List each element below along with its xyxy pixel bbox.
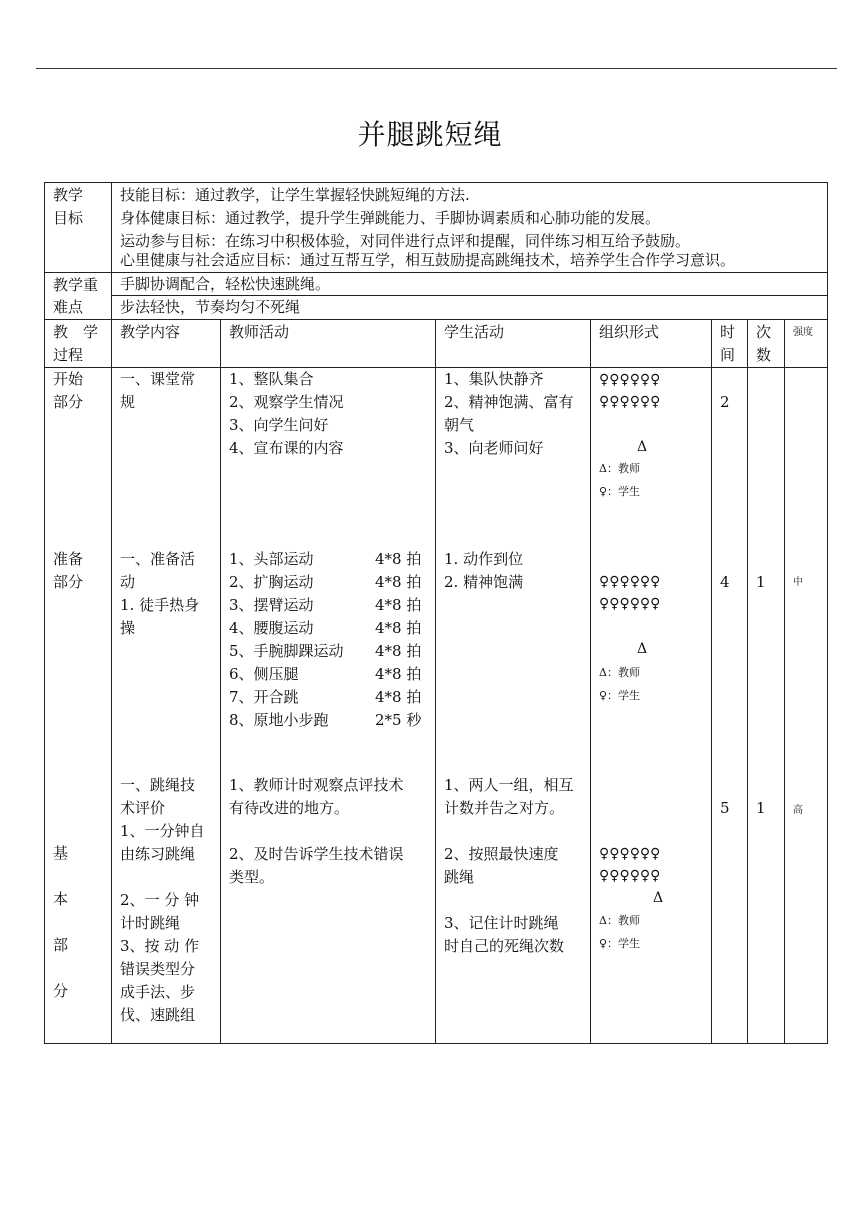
prep-formation-row-2: ♀♀♀♀♀♀ xyxy=(599,596,661,612)
basic-teacher-symbol: Δ xyxy=(653,890,664,906)
prep-exercise-beats: 4*8 拍 xyxy=(375,619,422,637)
prep-exercise-beats: 4*8 拍 xyxy=(375,642,422,660)
header-student: 学生活动 xyxy=(444,323,505,341)
header-time-2: 间 xyxy=(720,346,736,364)
prep-exercise-beats: 4*8 拍 xyxy=(375,665,422,683)
header-count-1: 次 xyxy=(756,323,772,341)
objectives-label-2: 目标 xyxy=(53,209,84,227)
start-content-2: 规 xyxy=(120,393,136,411)
start-label-2: 部分 xyxy=(53,393,84,411)
basic-legend-student: ♀：学生 xyxy=(599,937,641,950)
objective-mental: 心里健康与社会适应目标：通过互帮互学，相互鼓励提高跳绳技术，培养学生合作学习意识。 xyxy=(120,251,736,269)
header-organization: 组织形式 xyxy=(599,323,660,341)
start-teacher-4: 4、宣布课的内容 xyxy=(229,439,344,457)
start-student-4: 3、向老师问好 xyxy=(444,439,544,457)
basic-student-line: 1、两人一组，相互 xyxy=(444,776,574,794)
prep-student-1: 1. 动作到位 xyxy=(444,550,524,568)
basic-content-line: 术评价 xyxy=(120,799,166,817)
basic-content-line: 2、一 分 钟 xyxy=(120,891,200,909)
start-teacher-1: 1、整队集合 xyxy=(229,370,314,388)
prep-intensity: 中 xyxy=(793,577,803,588)
prep-exercise-beats: 4*8 拍 xyxy=(375,596,422,614)
prep-content-4: 操 xyxy=(120,619,136,637)
start-legend-student: ♀：学生 xyxy=(599,485,641,498)
basic-content-line: 成手法、步 xyxy=(120,983,196,1001)
basic-teacher-line: 有待改进的地方。 xyxy=(229,799,350,817)
top-rule xyxy=(36,68,837,69)
objective-health: 身体健康目标：通过教学，提升学生弹跳能力、手脚协调素质和心肺功能的发展。 xyxy=(120,209,661,227)
prep-exercise-beats: 2*5 秒 xyxy=(375,711,422,729)
header-content: 教学内容 xyxy=(120,323,181,341)
basic-legend-teacher: Δ：教师 xyxy=(599,914,640,927)
header-intensity: 强度 xyxy=(793,327,813,338)
start-student-2: 2、精神饱满、富有 xyxy=(444,393,574,411)
prep-exercise-beats: 4*8 拍 xyxy=(375,550,422,568)
basic-content-line: 由练习跳绳 xyxy=(120,845,196,863)
basic-content-line: 计时跳绳 xyxy=(120,914,181,932)
basic-teacher-line: 2、及时告诉学生技术错误 xyxy=(229,845,404,863)
basic-formation-row-2: ♀♀♀♀♀♀ xyxy=(599,868,661,884)
basic-student-line: 2、按照最快速度 xyxy=(444,845,559,863)
prep-legend-teacher: Δ：教师 xyxy=(599,666,640,679)
basic-student-line: 跳绳 xyxy=(444,868,475,886)
prep-content-2: 动 xyxy=(120,573,136,591)
basic-time: 5 xyxy=(720,799,730,817)
basic-label-char: 基 xyxy=(53,844,69,862)
prep-exercise-name: 8、原地小步跑 xyxy=(229,711,329,729)
basic-content-line: 3、按 动 作 xyxy=(120,937,200,955)
key-point: 手脚协调配合，轻松快速跳绳。 xyxy=(120,275,331,293)
prep-legend-student: ♀：学生 xyxy=(599,689,641,702)
basic-count: 1 xyxy=(756,799,766,817)
lesson-plan-table xyxy=(44,182,828,1044)
start-teacher-3: 3、向学生问好 xyxy=(229,416,329,434)
prep-teacher-symbol: Δ xyxy=(637,641,648,657)
start-teacher-symbol: Δ xyxy=(637,439,648,455)
prep-exercise-name: 2、扩胸运动 xyxy=(229,573,314,591)
header-count-2: 数 xyxy=(756,346,772,364)
start-student-3: 朝气 xyxy=(444,416,475,434)
start-label-1: 开始 xyxy=(53,370,84,388)
basic-student-line: 计数并告之对方。 xyxy=(444,799,565,817)
header-process-1: 教 学 xyxy=(53,323,99,341)
prep-formation-row-1: ♀♀♀♀♀♀ xyxy=(599,574,661,590)
start-student-1: 1、集队快静齐 xyxy=(444,370,544,388)
basic-label-char: 分 xyxy=(53,982,69,1000)
start-legend-teacher: Δ：教师 xyxy=(599,462,640,475)
prep-exercise-name: 1、头部运动 xyxy=(229,550,314,568)
header-time-1: 时 xyxy=(720,323,736,341)
header-process-2: 过程 xyxy=(53,346,84,364)
start-time: 2 xyxy=(720,393,730,411)
start-formation-row-2: ♀♀♀♀♀♀ xyxy=(599,394,661,410)
basic-student-line: 时自己的死绳次数 xyxy=(444,937,565,955)
basic-label-char: 本 xyxy=(53,890,69,908)
start-content-1: 一、课堂常 xyxy=(120,370,196,388)
basic-content-line: 一、跳绳技 xyxy=(120,776,196,794)
prep-time: 4 xyxy=(720,573,730,591)
start-teacher-2: 2、观察学生情况 xyxy=(229,393,344,411)
prep-count: 1 xyxy=(756,573,766,591)
page-title: 并腿跳短绳 xyxy=(357,118,503,151)
prep-content-3: 1. 徒手热身 xyxy=(120,596,200,614)
basic-teacher-line: 类型。 xyxy=(229,868,275,886)
objective-skill: 技能目标：通过教学，让学生掌握轻快跳短绳的方法. xyxy=(120,186,470,204)
basic-teacher-line: 1、教师计时观察点评技术 xyxy=(229,776,404,794)
basic-content-line: 伐、速跳组 xyxy=(120,1006,196,1024)
prep-student-2: 2. 精神饱满 xyxy=(444,573,524,591)
basic-content-line: 错误类型分 xyxy=(120,960,196,978)
difficulty-point: 步法轻快，节奏均匀不死绳 xyxy=(120,298,301,316)
keypoints-label-1: 教学重 xyxy=(53,276,99,294)
prep-exercise-name: 3、摆臂运动 xyxy=(229,596,314,614)
prep-exercise-beats: 4*8 拍 xyxy=(375,688,422,706)
basic-content-line: 1、一分钟自 xyxy=(120,822,205,840)
prep-content-1: 一、准备活 xyxy=(120,550,196,568)
basic-formation-row-1: ♀♀♀♀♀♀ xyxy=(599,846,661,862)
prep-exercise-name: 6、侧压腿 xyxy=(229,665,299,683)
prep-label-1: 准备 xyxy=(53,550,84,568)
prep-label-2: 部分 xyxy=(53,573,84,591)
prep-exercise-name: 7、开合跳 xyxy=(229,688,299,706)
objective-participation: 运动参与目标：在练习中积极体验，对同伴进行点评和提醒，同伴练习相互给予鼓励。 xyxy=(120,232,691,250)
prep-exercise-name: 4、腰腹运动 xyxy=(229,619,314,637)
basic-intensity: 高 xyxy=(793,805,803,816)
keypoints-label-2: 难点 xyxy=(53,298,84,316)
basic-student-line: 3、记住计时跳绳 xyxy=(444,914,559,932)
start-formation-row-1: ♀♀♀♀♀♀ xyxy=(599,372,661,388)
prep-exercise-name: 5、手腕脚踝运动 xyxy=(229,642,344,660)
prep-exercise-beats: 4*8 拍 xyxy=(375,573,422,591)
header-teacher: 教师活动 xyxy=(229,323,290,341)
basic-label-char: 部 xyxy=(53,936,69,954)
objectives-label-1: 教学 xyxy=(53,186,84,204)
